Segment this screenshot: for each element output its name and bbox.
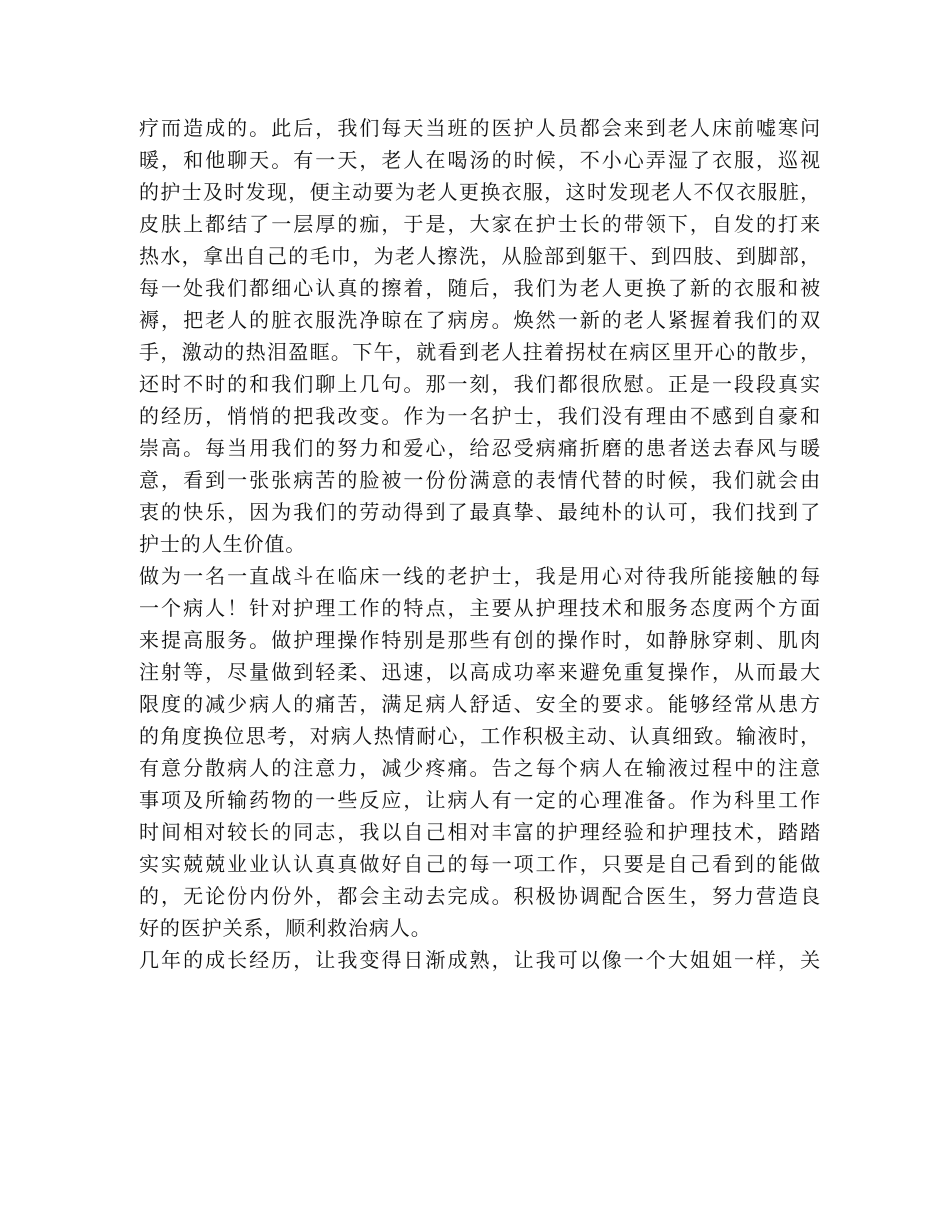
text-line: 手，激动的热泪盈眶。下午，就看到老人拄着拐杖在病区里开心的散步， — [139, 340, 821, 364]
text-line: 崇高。每当用我们的努力和爱心，给忍受病痛折磨的患者送去春风与暖 — [139, 436, 821, 460]
text-line: 注射等，尽量做到轻柔、迅速，以高成功率来避免重复操作，从而最大 — [139, 660, 821, 684]
text-line: 几年的成长经历，让我变得日渐成熟，让我可以像一个大姐姐一样，关 — [139, 948, 821, 972]
text-line: 做为一名一直战斗在临床一线的老护士，我是用心对待我所能接触的每 — [139, 564, 821, 588]
text-line: 皮肤上都结了一层厚的痂，于是，大家在护士长的带领下，自发的打来 — [139, 212, 821, 236]
text-line: 有意分散病人的注意力，减少疼痛。告之每个病人在输液过程中的注意 — [139, 756, 821, 780]
text-line: 时间相对较长的同志，我以自己相对丰富的护理经验和护理技术，踏踏 — [139, 820, 821, 844]
text-line: 褥，把老人的脏衣服洗净晾在了病房。焕然一新的老人紧握着我们的双 — [139, 308, 821, 332]
text-line: 的，无论份内份外，都会主动去完成。积极协调配合医生，努力营造良 — [139, 884, 821, 908]
text-line: 限度的减少病人的痛苦，满足病人舒适、安全的要求。能够经常从患方 — [139, 692, 821, 716]
document-body — [139, 112, 821, 976]
text-line: 的角度换位思考，对病人热情耐心，工作积极主动、认真细致。输液时， — [139, 724, 821, 748]
text-line: 意，看到一张张病苦的脸被一份份满意的表情代替的时候，我们就会由 — [139, 468, 821, 492]
text-line: 好的医护关系，顺利救治病人。 — [139, 916, 432, 940]
text-line: 的护士及时发现，便主动要为老人更换衣服，这时发现老人不仅衣服脏， — [139, 180, 821, 204]
text-line: 的经历，悄悄的把我改变。作为一名护士，我们没有理由不感到自豪和 — [139, 404, 821, 428]
text-line: 一个病人！针对护理工作的特点，主要从护理技术和服务态度两个方面 — [139, 596, 821, 620]
text-line: 疗而造成的。此后，我们每天当班的医护人员都会来到老人床前嘘寒问 — [139, 116, 821, 140]
text-line: 还时不时的和我们聊上几句。那一刻，我们都很欣慰。正是一段段真实 — [139, 372, 821, 396]
paragraph-2 — [139, 560, 821, 944]
text-line: 衷的快乐，因为我们的劳动得到了最真挚、最纯朴的认可，我们找到了 — [139, 500, 821, 524]
text-line: 每一处我们都细心认真的擦着，随后，我们为老人更换了新的衣服和被 — [139, 276, 821, 300]
text-line: 实实兢兢业业认认真真做好自己的每一项工作，只要是自己看到的能做 — [139, 852, 821, 876]
text-line: 事项及所输药物的一些反应，让病人有一定的心理准备。作为科里工作 — [139, 788, 821, 812]
text-line: 护士的人生价值。 — [139, 532, 307, 556]
paragraph-3 — [139, 944, 821, 976]
text-line: 来提高服务。做护理操作特别是那些有创的操作时，如静脉穿刺、肌肉 — [139, 628, 821, 652]
paragraph-1 — [139, 112, 821, 560]
text-line: 暖，和他聊天。有一天，老人在喝汤的时候，不小心弄湿了衣服，巡视 — [139, 148, 821, 172]
text-line: 热水，拿出自己的毛巾，为老人擦洗，从脸部到躯干、到四肢、到脚部， — [139, 244, 821, 268]
